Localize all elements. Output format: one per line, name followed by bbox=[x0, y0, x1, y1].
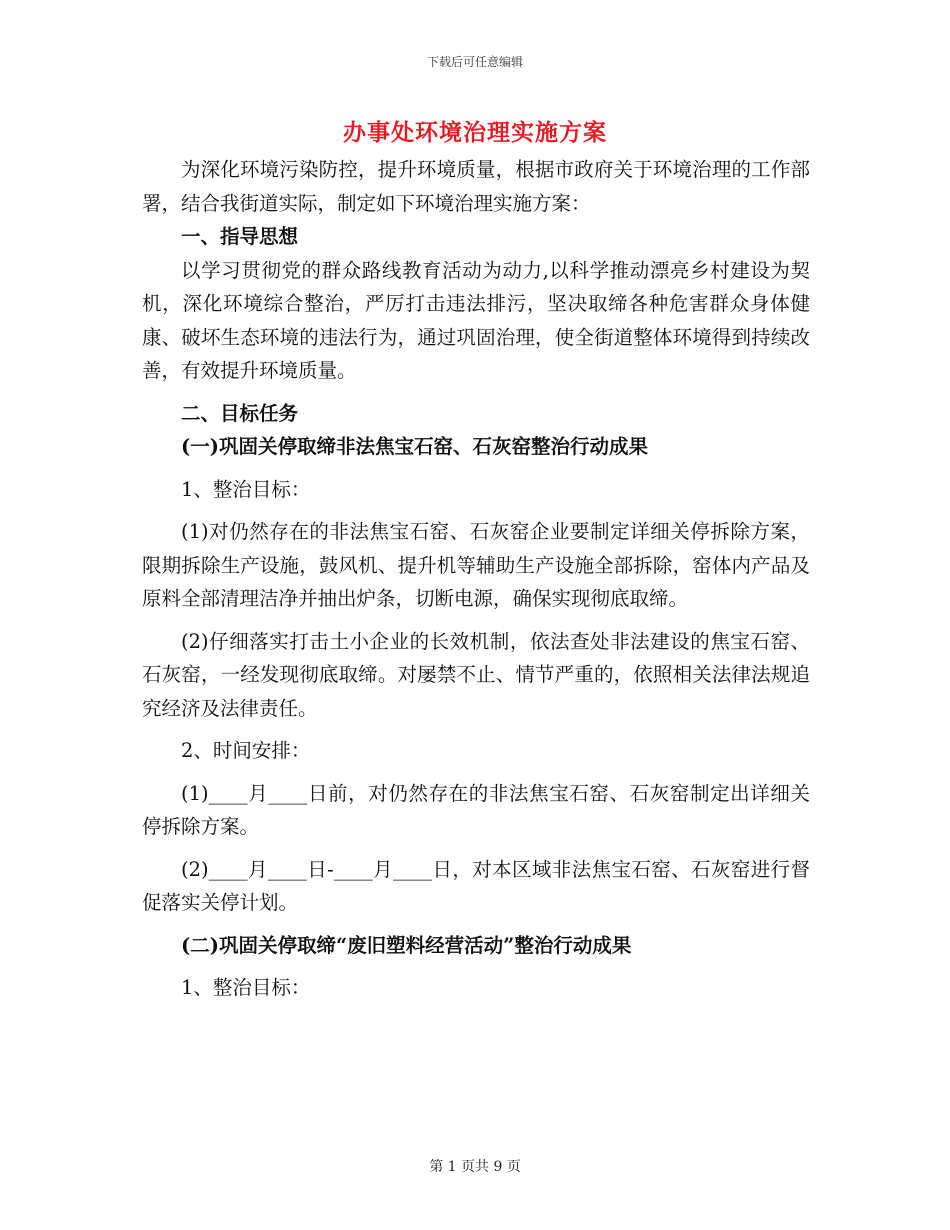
item-heading-schedule: 2、时间安排： bbox=[181, 739, 311, 762]
guiding-thought-paragraph: 以学习贯彻党的群众路线教育活动为动力,以科学推动漂亮乡村建设为契机，深化环境综合整治，严厉打击违法排污，坚决取缔各种危害群众身体健康、破坏生态环境的违法行为，通过巩固治理，使全街道整体环境得到持续改善，有效提升环境质量。 bbox=[142, 258, 810, 382]
subsection-heading-plastics: (二)巩固关停取缔“废旧塑料经营活动”整治行动成果 bbox=[181, 933, 632, 957]
item-heading-goals: 1、整治目标： bbox=[181, 477, 311, 501]
document-title: 办事处环境治理实施方案 bbox=[343, 119, 607, 146]
schedule-item-2: (2)____月____日-____月____日，对本区域非法焦宝石窑、石灰窑进行督促落实关停计划。 bbox=[142, 857, 810, 914]
schedule-item-1: (1)____月____日前，对仍然存在的非法焦宝石窑、石灰窑制定出详细关停拆除方案。 bbox=[142, 781, 810, 838]
document-body bbox=[142, 153, 810, 1005]
goal-item-1: (1)对仍然存在的非法焦宝石窑、石灰窑企业要制定详细关停拆除方案，限期拆除生产设施，鼓风机、提升机等辅助生产设施全部拆除，窑体内产品及原料全部清理洁净并抽出炉条，切断电源，确保实现彻底取缔。 bbox=[142, 520, 810, 610]
header-note: 下载后可任意编辑 bbox=[426, 55, 523, 69]
subsection-heading-kilns: (一)巩固关停取缔非法焦宝石窑、石灰窑整治行动成果 bbox=[181, 435, 648, 458]
page-footer: 第 1 页共 9 页 bbox=[429, 1159, 521, 1175]
item-heading-goals-2: 1、整治目标： bbox=[181, 976, 311, 999]
section-heading-goals: 二、目标任务 bbox=[181, 401, 299, 425]
section-heading-guiding-thought: 一、指导思想 bbox=[181, 225, 299, 248]
goal-item-2: (2)仔细落实打击土小企业的长效机制，依法查处非法建设的焦宝石窑、石灰窑，一经发现彻底取缔。对屡禁不止、情节严重的，依照相关法律法规追究经济及法律责任。 bbox=[142, 629, 810, 720]
intro-paragraph: 为深化环境污染防控，提升环境质量，根据市政府关于环境治理的工作部署，结合我街道实际，制定如下环境治理实施方案： bbox=[142, 158, 810, 215]
